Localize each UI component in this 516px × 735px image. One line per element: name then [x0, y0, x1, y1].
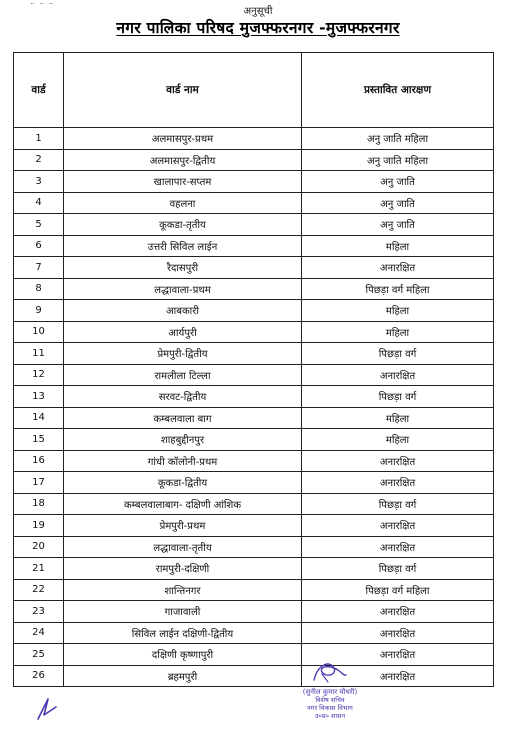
ward-name-cell: शान्तिनगर: [64, 579, 302, 601]
ward-number-cell: 13: [14, 386, 64, 408]
ward-name-cell: कूकडा-द्वितीय: [64, 472, 302, 494]
table-row: [14, 192, 494, 214]
table-row: [14, 407, 494, 429]
ward-number-cell: 22: [14, 579, 64, 601]
reservation-cell: अनारक्षित: [302, 257, 494, 279]
signatory-designation: विशेष सचिव: [315, 696, 345, 704]
reservation-cell: अनारक्षित: [302, 644, 494, 666]
reservation-cell: अनारक्षित: [302, 665, 494, 687]
table-row: [14, 128, 494, 150]
reservation-cell: अनारक्षित: [302, 601, 494, 623]
ward-number-cell: 17: [14, 472, 64, 494]
reservation-cell: अनारक्षित: [302, 622, 494, 644]
reservation-cell: अनारक्षित: [302, 536, 494, 558]
reservation-cell: अनु जाति महिला: [302, 149, 494, 171]
ward-number-cell: 21: [14, 558, 64, 580]
signatory-block: [275, 688, 385, 720]
signature-mark: [308, 658, 348, 688]
table-row: [14, 622, 494, 644]
ward-name-cell: प्रेमपुरी-प्रथम: [64, 515, 302, 537]
signatory-department: नगर विकास विभाग: [307, 704, 353, 712]
table-row: [14, 493, 494, 515]
reservation-cell: अनु जाति: [302, 214, 494, 236]
table-row: [14, 321, 494, 343]
reservation-cell: अनु जाति महिला: [302, 128, 494, 150]
ward-name-cell: कम्बलवालाबाग- दक्षिणी आंशिक: [64, 493, 302, 515]
ward-number-cell: 9: [14, 300, 64, 322]
ward-number-cell: 19: [14, 515, 64, 537]
reservation-cell: पिछड़ा वर्ग महिला: [302, 278, 494, 300]
ward-number-cell: 18: [14, 493, 64, 515]
reservation-cell: अनारक्षित: [302, 472, 494, 494]
signatory-office: उ०प्र० शासन: [314, 712, 346, 720]
table-row: [14, 214, 494, 236]
reservation-cell: अनु जाति: [302, 171, 494, 193]
ward-name-cell: सिविल लाईन दक्षिणी-द्वितीय: [64, 622, 302, 644]
ward-name-cell: सरवट-द्वितीय: [64, 386, 302, 408]
reservation-cell: अनारक्षित: [302, 515, 494, 537]
ward-number-cell: 7: [14, 257, 64, 279]
ward-number-cell: 8: [14, 278, 64, 300]
reservation-cell: महिला: [302, 235, 494, 257]
ward-name-cell: अलमासपुर-प्रथम: [64, 128, 302, 150]
ward-name-cell: रैदासपुरी: [64, 257, 302, 279]
reservation-cell: पिछड़ा वर्ग: [302, 558, 494, 580]
ward-name-cell: कूकडा-तृतीय: [64, 214, 302, 236]
reservation-cell: पिछड़ा वर्ग: [302, 343, 494, 365]
table-row: [14, 171, 494, 193]
reservation-cell: अनारक्षित: [302, 364, 494, 386]
ward-number-cell: 6: [14, 235, 64, 257]
table-row: [14, 450, 494, 472]
ward-name-cell: प्रेमपुरी-द्वितीय: [64, 343, 302, 365]
table-header-row: [14, 53, 494, 128]
table-row: [14, 429, 494, 451]
ward-number-cell: 5: [14, 214, 64, 236]
ward-number-cell: 26: [14, 665, 64, 687]
reservation-cell: महिला: [302, 321, 494, 343]
schedule-label: अनुसूची: [243, 6, 273, 17]
ward-number-cell: 23: [14, 601, 64, 623]
table-row: [14, 386, 494, 408]
ward-number-cell: 3: [14, 171, 64, 193]
ward-name-cell: आर्यपुरी: [64, 321, 302, 343]
ward-name-cell: रामपुरी-दक्षिणी: [64, 558, 302, 580]
table-body: [14, 128, 494, 687]
reservation-cell: महिला: [302, 407, 494, 429]
table-row: [14, 364, 494, 386]
proposed-reservation-header: प्रस्तावित आरक्षण: [302, 53, 494, 128]
ward-name-cell: कम्बलवाला बाग: [64, 407, 302, 429]
table-row: [14, 515, 494, 537]
table-row: [14, 644, 494, 666]
ward-reservation-table: [13, 52, 494, 687]
table-row: [14, 558, 494, 580]
ward-name-cell: ब्रहमपुरी: [64, 665, 302, 687]
reservation-cell: पिछड़ा वर्ग: [302, 493, 494, 515]
table-row: [14, 536, 494, 558]
ward-name-cell: दक्षिणी कृष्णापुरी: [64, 644, 302, 666]
ward-name-cell: अलमासपुर-द्वितीय: [64, 149, 302, 171]
ward-name-cell: लद्धावाला-प्रथम: [64, 278, 302, 300]
ward-name-cell: उत्तरी सिविल लाईन: [64, 235, 302, 257]
reservation-cell: अनारक्षित: [302, 450, 494, 472]
table-row: [14, 601, 494, 623]
ward-number-cell: 14: [14, 407, 64, 429]
reservation-cell: महिला: [302, 300, 494, 322]
ward-name-cell: शाहबुद्दीनपुर: [64, 429, 302, 451]
ward-number-header: वार्ड: [14, 53, 64, 128]
ward-number-cell: 2: [14, 149, 64, 171]
ward-number-cell: 10: [14, 321, 64, 343]
table-row: [14, 278, 494, 300]
table-row: [14, 300, 494, 322]
reservation-cell: अनु जाति: [302, 192, 494, 214]
table-row: [14, 472, 494, 494]
ward-name-cell: खालापार-सप्तम: [64, 171, 302, 193]
reservation-cell: पिछड़ा वर्ग महिला: [302, 579, 494, 601]
table-row: [14, 257, 494, 279]
ward-number-cell: 16: [14, 450, 64, 472]
ward-name-cell: वहलना: [64, 192, 302, 214]
ward-number-cell: 20: [14, 536, 64, 558]
document-title: नगर पालिका परिषद मुजफ्फरनगर -मुजफ्फरनगर: [116, 19, 400, 37]
ward-name-header: वार्ड नाम: [64, 53, 302, 128]
ward-name-cell: रामलीला टिल्ला: [64, 364, 302, 386]
ward-name-cell: लद्धावाला-तृतीय: [64, 536, 302, 558]
table-row: [14, 235, 494, 257]
scan-mark: ¨ ¨ ¨: [30, 3, 55, 13]
ward-name-cell: गाजावाली: [64, 601, 302, 623]
ward-name-cell: आबकारी: [64, 300, 302, 322]
ward-number-cell: 25: [14, 644, 64, 666]
reservation-cell: महिला: [302, 429, 494, 451]
reservation-cell: पिछड़ा वर्ग: [302, 386, 494, 408]
ward-number-cell: 4: [14, 192, 64, 214]
table-row: [14, 579, 494, 601]
initial-mark: [34, 695, 60, 723]
table-row: [14, 149, 494, 171]
ward-number-cell: 11: [14, 343, 64, 365]
ward-number-cell: 24: [14, 622, 64, 644]
ward-number-cell: 1: [14, 128, 64, 150]
ward-number-cell: 15: [14, 429, 64, 451]
signatory-name: (सुनील कुमार चौधरी): [302, 688, 358, 696]
ward-name-cell: गांधी कॉलोनी-प्रथम: [64, 450, 302, 472]
table-row: [14, 665, 494, 687]
ward-number-cell: 12: [14, 364, 64, 386]
table-row: [14, 343, 494, 365]
